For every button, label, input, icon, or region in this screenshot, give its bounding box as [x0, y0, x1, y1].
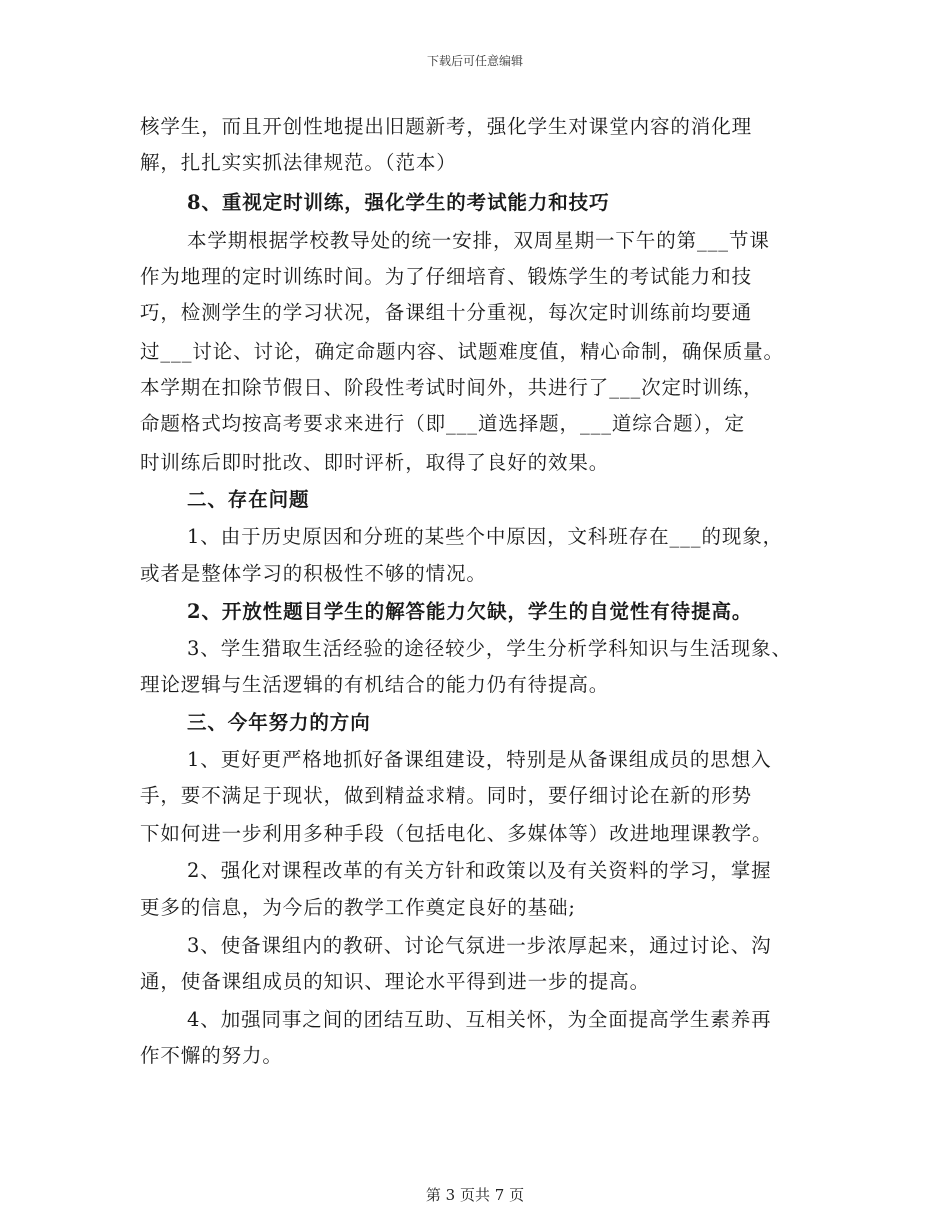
paragraph-line: 4、加强同事之间的团结互助、互相关怀，为全面提高学生素养再: [187, 1008, 772, 1031]
paragraph-line: 解，扎扎实实抓法律规范。（范本）: [140, 151, 457, 174]
bold-item-2: 2、开放性题目学生的解答能力欠缺，学生的自觉性有待提高。: [187, 600, 753, 623]
paragraph-line: 本学期在扣除节假日、阶段性考试时间外，共进行了___次定时训练，: [140, 376, 764, 399]
paragraph-line: 作为地理的定时训练时间。为了仔细培育、锻炼学生的考试能力和技: [140, 265, 753, 288]
paragraph-line: 3、使备课组内的教研、讨论气氛进一步浓厚起来，通过讨论、沟: [187, 934, 772, 957]
paragraph-line: 或者是整体学习的积极性不够的情况。: [140, 562, 487, 585]
section-heading-3: 三、今年努力的方向: [187, 711, 371, 734]
page-footer: 第 3 页共 7 页: [425, 1186, 525, 1204]
page-header: 下载后可任意编辑: [426, 54, 523, 68]
paragraph-line: 3、学生猎取生活经验的途径较少，学生分析学科知识与生活现象、: [187, 637, 792, 660]
paragraph-line: 理论逻辑与生活逻辑的有机结合的能力仍有待提高。: [140, 673, 610, 696]
paragraph-line: 手，要不满足于现状，做到精益求精。同时，要仔细讨论在新的形势: [140, 784, 753, 807]
paragraph-line: 作不懈的努力。: [140, 1044, 283, 1067]
paragraph-line: 通，使备课组成员的知识、理论水平得到进一步的提高。: [140, 970, 651, 993]
paragraph-line: 命题格式均按高考要求来进行（即___道选择题，___道综合题），定: [140, 412, 745, 435]
paragraph-line: 巧，检测学生的学习状况，备课组十分重视，每次定时训练前均要通: [140, 301, 753, 324]
paragraph-line: 2、强化对课程改革的有关方针和政策以及有关资料的学习，掌握: [187, 859, 772, 882]
paragraph-line: 1、由于历史原因和分班的某些个中原因，文科班存在___的现象，: [187, 525, 784, 548]
section-heading-2: 二、存在问题: [187, 488, 310, 511]
paragraph-line: 核学生，而且开创性地提出旧题新考，强化学生对课堂内容的消化理: [140, 115, 753, 138]
paragraph-line: 1、更好更严格地抓好备课组建设，特别是从备课组成员的思想入: [187, 748, 772, 771]
paragraph-line: 时训练后即时批改、即时评析，取得了良好的效果。: [140, 451, 610, 474]
paragraph-line: 更多的信息，为今后的教学工作奠定良好的基础;: [140, 896, 576, 919]
paragraph-line: 下如何进一步利用多种手段（包括电化、多媒体等）改进地理课教学。: [140, 822, 773, 845]
section-heading-8: 8、重视定时训练，强化学生的考试能力和技巧: [187, 191, 610, 214]
paragraph-line: 过___讨论、讨论，确定命题内容、试题难度值，精心命制，确保质量。: [140, 340, 784, 363]
paragraph-line: 本学期根据学校教导处的统一安排，双周星期一下午的第___节课: [187, 229, 770, 252]
